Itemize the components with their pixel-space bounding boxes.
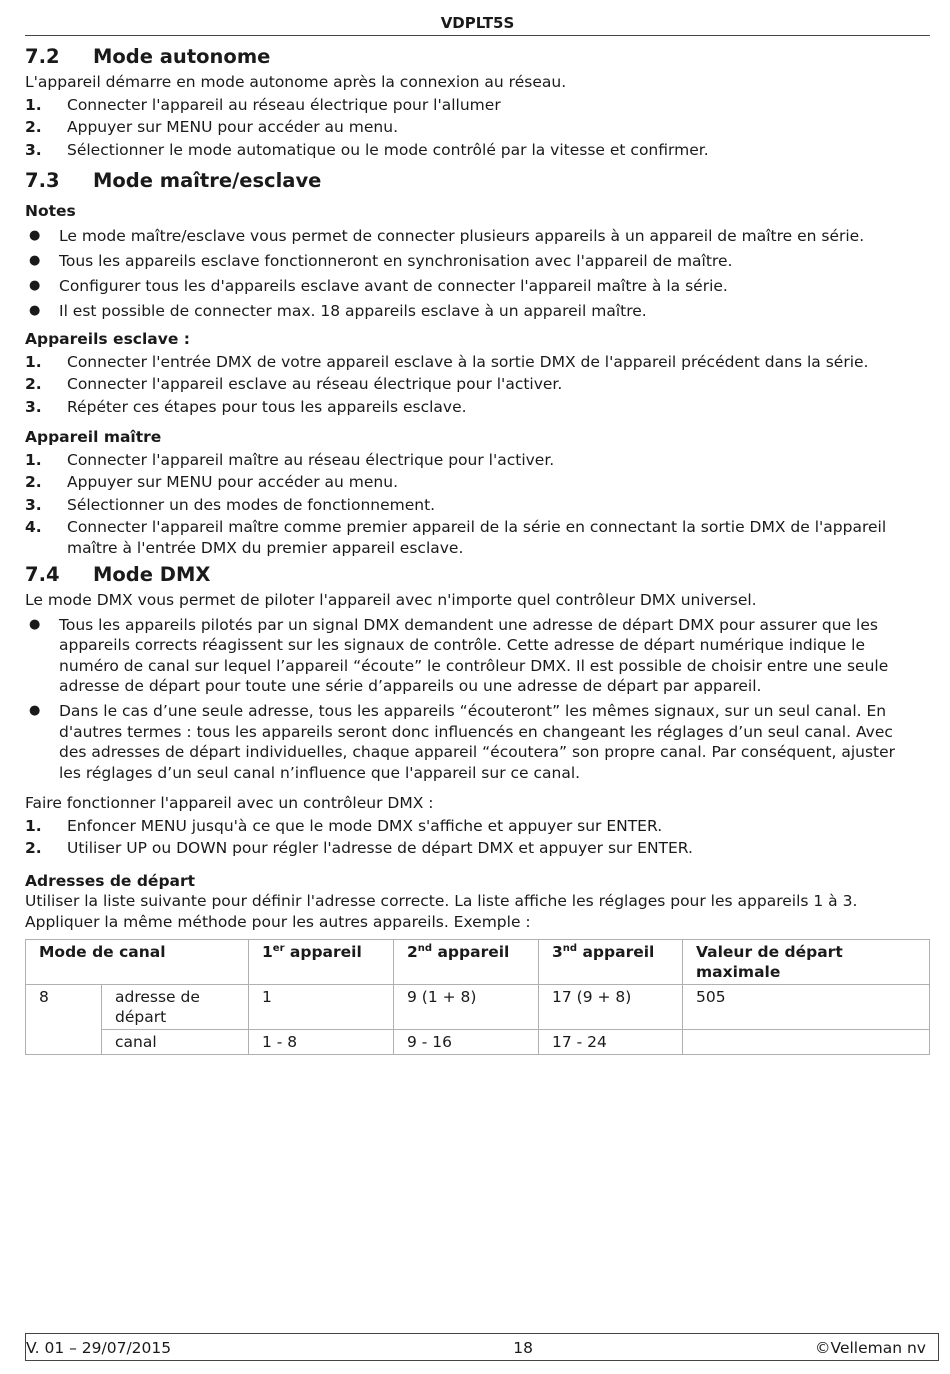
step-text: Connecter l'appareil au réseau électrique pour l'allumer [67,95,501,114]
list-item [25,615,915,697]
step-text: Appuyer sur MENU pour accéder au menu. [67,473,399,491]
list-item [25,301,915,322]
list-item [25,838,915,859]
step-text: Connecter l'appareil maître comme premier appareil de la série en connectant la sortie DMX de l'appareil maître à l'entrée DMX du premier appareil esclave. [67,518,887,557]
note-text: Configurer tous les d'appareils esclave avant de connecter l'appareil maître à la série. [59,276,728,295]
step-number: 1. [25,95,42,114]
step-number: 2. [25,839,42,857]
addresses-heading: Adresses de départ [25,871,196,890]
list-item [25,226,915,247]
step-number: 4. [25,518,42,536]
cell-device-3: 17 (9 + 8) [539,985,683,1030]
master-heading: Appareil maître [25,428,162,446]
list-item [25,816,915,837]
step-text: Répéter ces étapes pour tous les appareils esclave. [67,397,467,416]
header-num: 1 [262,943,273,961]
list-item [25,701,915,783]
list-item [25,495,915,516]
page-number: 18 [513,1339,533,1357]
cell-device-1: 1 - 8 [249,1030,394,1055]
paragraph: Faire fonctionner l'appareil avec un contrôleur DMX : [25,794,434,812]
header-text: appareil [577,943,655,961]
bullet-icon: ● [29,302,41,318]
list-item [25,517,915,558]
table-header-row [26,940,930,985]
section-number: 7.3 [25,169,60,192]
bullet-icon: ● [29,277,41,293]
note-text: Il est possible de connecter max. 18 appareils esclave à un appareil maître. [59,301,647,320]
step-text: Sélectionner un des modes de fonctionnement. [67,495,436,514]
copyright: ©Velleman nv [815,1339,926,1357]
dmx-bullets [25,615,915,784]
header-sup: er [272,942,285,954]
header-num: 2 [407,943,418,961]
list-item [25,251,915,272]
header-mode: Mode de canal [26,940,249,985]
section-title: Mode autonome [93,45,271,68]
step-text: Utiliser UP ou DOWN pour régler l'adresse de départ DMX et appuyer sur ENTER. [67,839,693,857]
cell-label: adresse de départ [102,985,249,1030]
bullet-text: Tous les appareils pilotés par un signal DMX demandent une adresse de départ DMX pour assurer que les appareils corrects réagissent sur les signaux de contrôle. Cette adresse de départ numérique indique le numéro de canal sur lequel l’appareil “écoute” le contrôleur DMX. Il est possible de choisir entre une seule adresse de départ pour toute une série d’appareils ou une adresse de départ par appareil. [59,615,889,695]
note-text: Tous les appareils esclave fonctionneront en synchronisation avec l'appareil de maître. [59,251,733,270]
slaves-heading: Appareils esclave : [25,330,190,348]
step-number: 1. [25,352,42,371]
step-number: 3. [25,140,42,159]
header-device-2 [394,940,539,985]
cell-device-2: 9 (1 + 8) [394,985,539,1030]
bullet-icon: ● [29,227,41,243]
paragraph: Le mode DMX vous permet de piloter l'appareil avec n'importe quel contrôleur DMX universel. [25,591,757,609]
header-max-value: Valeur de départ maximale [683,940,930,985]
bullet-icon: ● [29,252,41,268]
slave-steps [25,352,915,418]
list-item [25,374,915,395]
table-row [26,985,930,1030]
standalone-steps [25,95,915,161]
paragraph: Utiliser la liste suivante pour définir l'adresse correcte. La liste affiche les réglages pour les appareils 1 à 3. Appliquer la même méthode pour les autres appareils. Exemple : [25,892,858,931]
section-7-3-heading [25,166,915,196]
cell-label: canal [102,1030,249,1055]
step-text: Appuyer sur MENU pour accéder au menu. [67,118,399,136]
cell-device-3: 17 - 24 [539,1030,683,1055]
header-num: 3 [552,943,563,961]
page-footer [25,1333,939,1361]
section-title: Mode maître/esclave [93,169,322,192]
header-device-3 [539,940,683,985]
section-number: 7.2 [25,45,60,68]
page-header [25,12,930,36]
cell-max [683,1030,930,1055]
step-number: 3. [25,495,42,514]
controller-steps [25,816,915,859]
bullet-icon: ● [29,703,41,718]
notes-list [25,226,915,322]
header-sup: nd [417,942,433,954]
cell-device-1: 1 [249,985,394,1030]
step-number: 2. [25,473,42,491]
step-text: Connecter l'appareil esclave au réseau électrique pour l'activer. [67,375,563,393]
list-item [25,397,915,418]
list-item [25,117,915,138]
bullet-text: Dans le cas d’une seule adresse, tous les appareils “écouteront” les mêmes signaux, sur un seul canal. En d'autres termes : tous les appareils seront donc influencés en changeant les réglages d’un seul canal. Avec des adresses de départ individuelles, chaque appareil “écoutera” son propre canal. Par conséquent, ajuster les réglages d’un seul canal n’influence que l'appareil sur ce canal. [59,702,896,782]
paragraph: L'appareil démarre en mode autonome après la connexion au réseau. [25,73,567,91]
section-7-4-heading [25,560,915,590]
step-number: 2. [25,118,42,136]
step-number: 2. [25,375,42,393]
table-row [26,1030,930,1055]
section-7-2-heading [25,42,915,72]
step-text: Connecter l'appareil maître au réseau électrique pour l'activer. [67,450,555,469]
header-sup: nd [562,942,578,954]
page-content [25,42,915,1055]
step-number: 1. [25,450,42,469]
header-text: appareil [432,943,510,961]
version-date: V. 01 – 29/07/2015 [26,1339,172,1357]
note-text: Le mode maître/esclave vous permet de connecter plusieurs appareils à un appareil de maître en série. [59,226,865,245]
list-item [25,140,915,161]
list-item [25,450,915,471]
notes-heading: Notes [25,202,76,220]
cell-max: 505 [683,985,930,1030]
header-text: appareil [284,943,362,961]
list-item [25,352,915,373]
list-item [25,276,915,297]
section-title: Mode DMX [93,563,211,586]
step-text: Enfoncer MENU jusqu'à ce que le mode DMX s'affiche et appuyer sur ENTER. [67,816,663,835]
step-number: 1. [25,816,42,835]
cell-mode: 8 [26,985,102,1055]
master-steps [25,450,915,559]
list-item [25,95,915,116]
list-item [25,472,915,493]
bullet-icon: ● [29,616,41,632]
model-name: VDPLT5S [440,14,515,32]
cell-device-2: 9 - 16 [394,1030,539,1055]
header-device-1 [249,940,394,985]
step-number: 3. [25,397,42,416]
step-text: Connecter l'entrée DMX de votre appareil esclave à la sortie DMX de l'appareil précédent dans la série. [67,352,869,371]
section-number: 7.4 [25,563,60,586]
step-text: Sélectionner le mode automatique ou le mode contrôlé par la vitesse et confirmer. [67,140,709,159]
start-address-table [25,939,930,1055]
